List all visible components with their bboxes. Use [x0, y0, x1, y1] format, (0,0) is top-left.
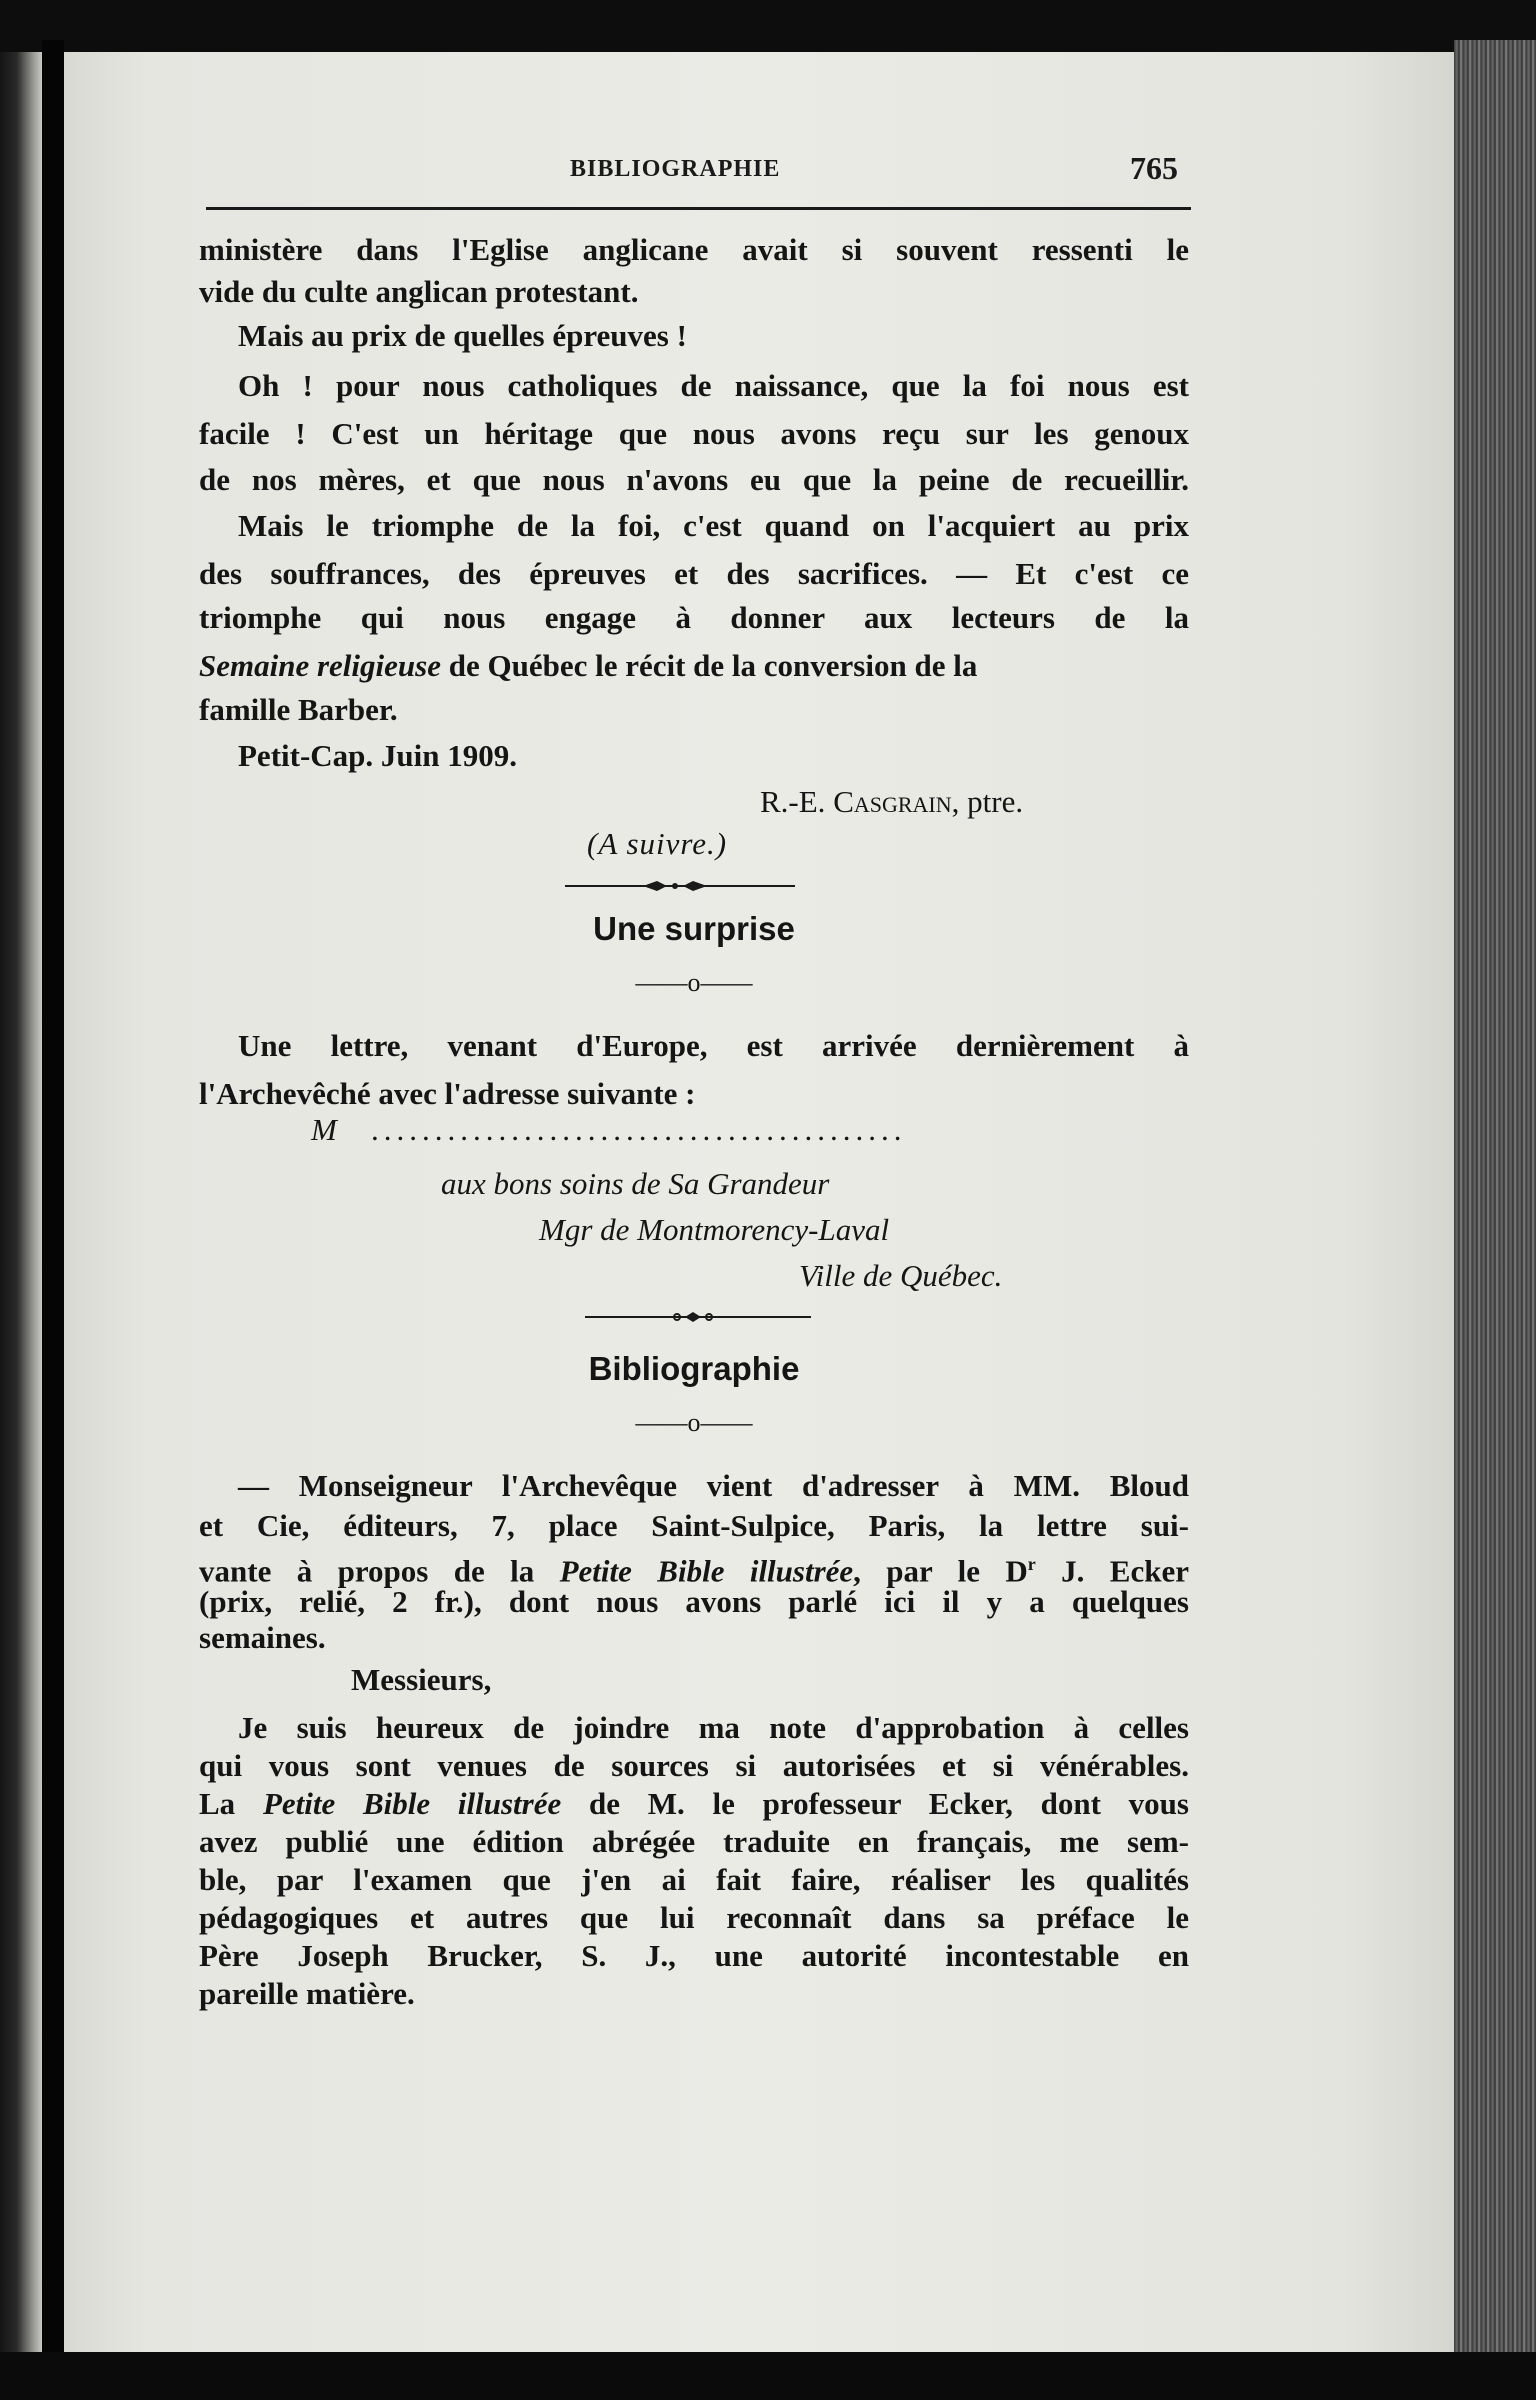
body-line: vide du culte anglican protestant.	[199, 274, 639, 309]
ornament-divider	[585, 1310, 811, 1324]
body-line: Oh ! pour nous catholiques de naissance, que la foi nous est	[238, 368, 1189, 403]
address-recipient: M	[311, 1112, 337, 1147]
body-line: — Monseigneur l'Archevêque vient d'adresser à MM. Bloud	[238, 1468, 1189, 1503]
body-line: ministère dans l'Eglise anglicane avait si souvent ressenti le	[199, 232, 1189, 267]
letter-line: pédagogiques et autres que lui reconnaît dans sa préface le	[199, 1900, 1189, 1935]
letter-line: qui vous sont venues de sources si autorisées et si vénérables.	[199, 1748, 1189, 1783]
book-title: Petite Bible illustrée	[262, 1786, 562, 1821]
scan-bottom-border	[0, 2352, 1536, 2400]
address-line: Mgr de Montmorency-Laval	[539, 1212, 890, 1247]
body-line: et Cie, éditeurs, 7, place Saint-Sulpice, Paris, la lettre sui-	[199, 1508, 1189, 1543]
running-head: BIBLIOGRAPHIE	[570, 156, 781, 182]
body-line: facile ! C'est un héritage que nous avons reçu sur les genoux	[199, 416, 1189, 451]
body-line: Une lettre, venant d'Europe, est arrivée dernièrement à	[238, 1028, 1189, 1063]
book-title: Petite Bible illustrée	[559, 1553, 854, 1589]
small-separator: ——o——	[635, 968, 753, 997]
scan-top-border	[0, 0, 1536, 52]
body-line: Mais au prix de quelles épreuves !	[238, 318, 687, 353]
letter-line: ble, par l'examen que j'en ai fait faire, réaliser les qualités	[199, 1862, 1189, 1897]
signature: R.-E. Casgrain, ptre.	[760, 784, 1024, 819]
facing-page-edge	[0, 52, 42, 2352]
section-title-surprise: Une surprise	[593, 910, 795, 947]
letter-line: avez publié une édition abrégée traduite en français, me sem-	[199, 1824, 1189, 1859]
to-be-continued: (A suivre.)	[587, 826, 728, 861]
letter-line: Père Joseph Brucker, S. J., une autorité incontestable en	[199, 1938, 1189, 1973]
body-line: des souffrances, des épreuves et des sacrifices. — Et c'est ce	[199, 556, 1189, 591]
letter-line: Je suis heureux de joindre ma note d'approbation à celles	[238, 1710, 1189, 1745]
body-line: famille Barber.	[199, 692, 398, 727]
body-line: de nos mères, et que nous n'avons eu que la peine de recueillir.	[199, 462, 1189, 497]
page-number: 765	[1130, 150, 1178, 186]
letter-salutation: Messieurs,	[351, 1662, 492, 1697]
book-gutter	[42, 40, 64, 2360]
body-line: semaines.	[199, 1620, 326, 1655]
section-title-bibliographie: Bibliographie	[588, 1350, 800, 1387]
body-line: vante à propos de la Petite Bible illustrée, par le $D^r$ J. Ecker	[199, 1553, 1189, 1589]
address-line: Ville de Québec.	[799, 1258, 1003, 1293]
dateline: Petit-Cap. Juin 1909.	[238, 738, 517, 773]
address-line: aux bons soins de Sa Grandeur	[441, 1166, 830, 1201]
header-rule	[206, 207, 1191, 210]
body-line: Semaine religieuse de Québec le récit de la conversion de la	[199, 648, 978, 683]
letter-line: pareille matière.	[199, 1976, 415, 2011]
page-stack-edges	[1454, 40, 1536, 2360]
body-line: triomphe qui nous engage à donner aux lecteurs de la	[199, 600, 1189, 635]
address-dots: ..........................................	[371, 1112, 907, 1147]
small-separator: ——o——	[635, 1408, 753, 1437]
body-line: Mais le triomphe de la foi, c'est quand on l'acquiert au prix	[238, 508, 1189, 543]
letter-line: La Petite Bible illustrée de M. le professeur Ecker, dont vous	[199, 1786, 1189, 1821]
journal-title: Semaine religieuse	[199, 648, 441, 683]
ornament-divider	[565, 876, 795, 896]
body-line: l'Archevêché avec l'adresse suivante :	[199, 1076, 696, 1111]
body-line: (prix, relié, 2 fr.), dont nous avons parlé ici il y a quelques	[199, 1584, 1189, 1619]
